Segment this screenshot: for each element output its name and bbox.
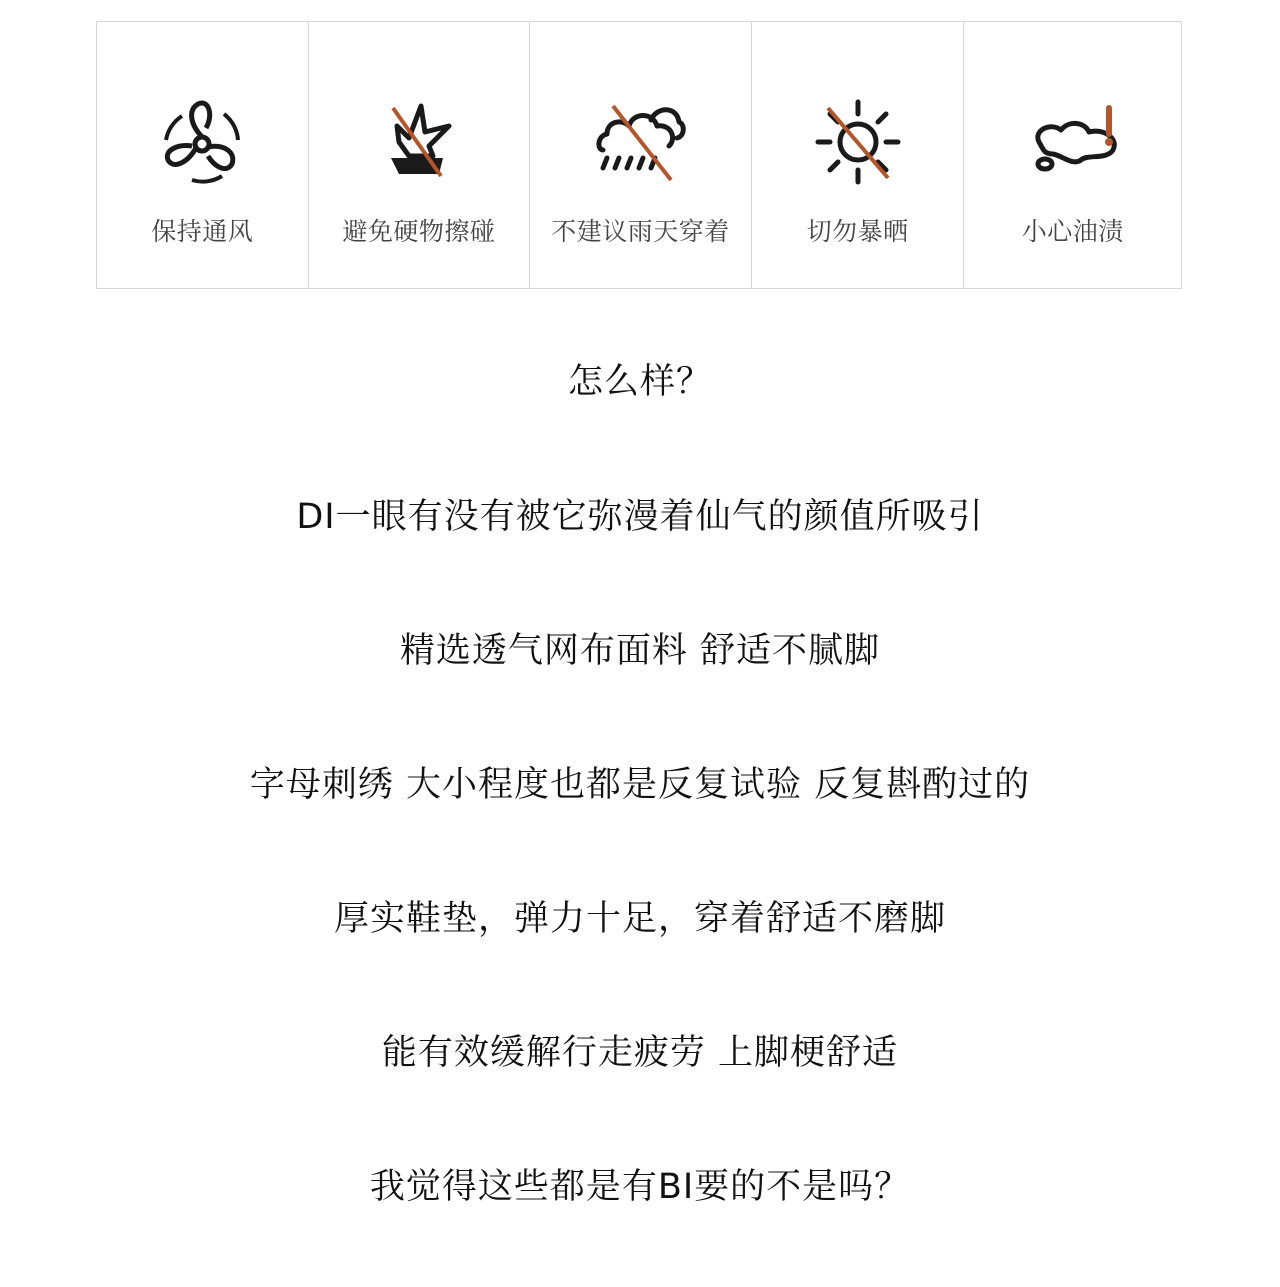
- care-item-no-rain: [530, 22, 752, 288]
- no-sun-icon: [808, 94, 908, 194]
- care-instructions-grid: [96, 21, 1182, 289]
- no-rain-icon: [591, 94, 691, 194]
- description-line-4: 厚实鞋垫，弹力十足，穿着舒适不磨脚: [333, 899, 946, 939]
- description-line-3: 字母刺绣 大小程度也都是反复试验 反复斟酌过的: [249, 765, 1031, 805]
- ventilation-fan-icon: [152, 94, 252, 194]
- care-label-no-hard-object: 避免硬物擦碰: [342, 217, 496, 246]
- description-line-2: 精选透气网布面料 舒适不腻脚: [399, 631, 881, 671]
- oil-stain-icon: [1023, 94, 1123, 194]
- description-heading: 怎么样？: [567, 362, 712, 402]
- care-item-no-sun: [752, 22, 965, 288]
- care-item-no-hard-object: [309, 22, 531, 288]
- description-line-1: DI一眼有没有被它弥漫着仙气的颜值所吸引: [296, 497, 984, 537]
- care-item-oil-stain: [964, 22, 1181, 288]
- care-label-ventilation: 保持通风: [151, 217, 254, 246]
- care-label-oil-stain: 小心油渍: [1021, 217, 1124, 246]
- care-item-ventilation: [97, 22, 309, 288]
- description-line-6: 我觉得这些都是有BI要的不是吗？: [369, 1167, 911, 1207]
- care-label-no-sun: 切勿暴晒: [806, 217, 909, 246]
- care-label-no-rain: 不建议雨天穿着: [551, 217, 730, 246]
- description-line-5: 能有效缓解行走疲劳 上脚梗舒适: [381, 1033, 899, 1073]
- no-hard-object-icon: [369, 94, 469, 194]
